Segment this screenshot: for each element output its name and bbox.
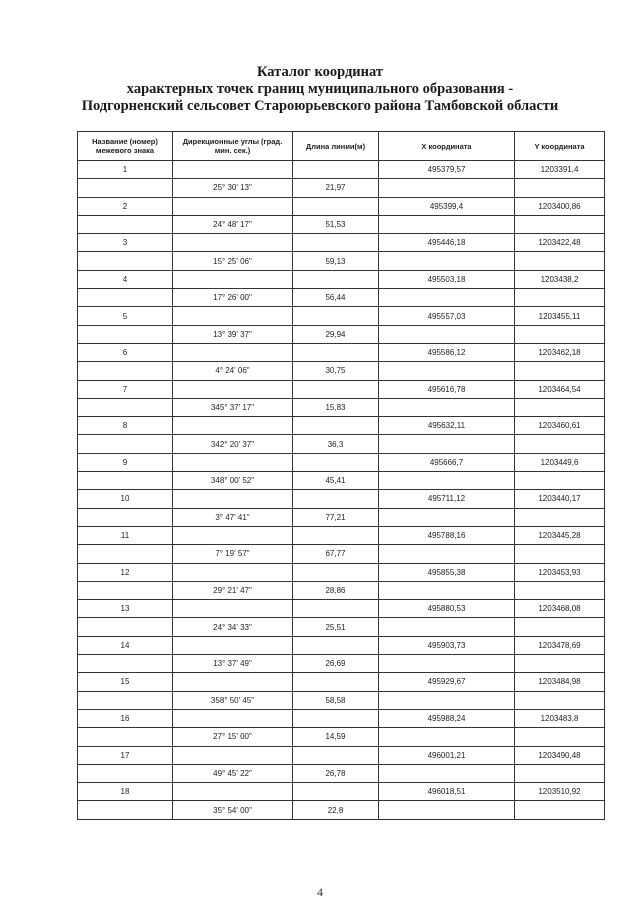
segment-row: [78, 508, 605, 526]
angle-empty-cell: [173, 600, 293, 618]
y-empty-cell: [515, 581, 605, 599]
angle-empty-cell: [173, 417, 293, 435]
x-coordinate: 495399,4: [379, 197, 515, 215]
point-number: 15: [78, 673, 173, 691]
point-row: [78, 783, 605, 801]
segment-row: [78, 691, 605, 709]
x-empty-cell: [379, 764, 515, 782]
direction-angle: 24° 34' 33": [173, 618, 293, 636]
page-number: 4: [317, 885, 323, 899]
point-row: [78, 600, 605, 618]
y-coordinate: 1203484,98: [515, 673, 605, 691]
y-empty-cell: [515, 289, 605, 307]
direction-angle: 7° 19' 57": [173, 545, 293, 563]
point-row: [78, 234, 605, 252]
name-empty-cell: [78, 655, 173, 673]
x-coordinate: 495788,16: [379, 526, 515, 544]
document-title: [0, 64, 640, 115]
line-length: 14,59: [293, 728, 379, 746]
segment-row: [78, 801, 605, 819]
y-empty-cell: [515, 655, 605, 673]
x-empty-cell: [379, 472, 515, 490]
length-empty-cell: [293, 307, 379, 325]
angle-empty-cell: [173, 563, 293, 581]
x-empty-cell: [379, 398, 515, 416]
y-coordinate: 1203449,6: [515, 453, 605, 471]
point-row: [78, 417, 605, 435]
x-coordinate: 495632,11: [379, 417, 515, 435]
y-coordinate: 1203462,18: [515, 343, 605, 361]
x-coordinate: 495586,12: [379, 343, 515, 361]
direction-angle: 25° 30' 13": [173, 179, 293, 197]
angle-empty-cell: [173, 270, 293, 288]
name-empty-cell: [78, 215, 173, 233]
name-empty-cell: [78, 289, 173, 307]
x-empty-cell: [379, 252, 515, 270]
x-empty-cell: [379, 728, 515, 746]
length-empty-cell: [293, 490, 379, 508]
y-empty-cell: [515, 545, 605, 563]
point-number: 17: [78, 746, 173, 764]
length-empty-cell: [293, 343, 379, 361]
x-coordinate: 495903,73: [379, 636, 515, 654]
line-length: 36,3: [293, 435, 379, 453]
y-coordinate: 1203445,28: [515, 526, 605, 544]
y-coordinate: 1203453,93: [515, 563, 605, 581]
x-coordinate: 495446,18: [379, 234, 515, 252]
y-empty-cell: [515, 215, 605, 233]
point-row: [78, 673, 605, 691]
angle-empty-cell: [173, 234, 293, 252]
direction-angle: 13° 37' 49": [173, 655, 293, 673]
length-empty-cell: [293, 600, 379, 618]
line-length: 56,44: [293, 289, 379, 307]
segment-row: [78, 179, 605, 197]
y-empty-cell: [515, 801, 605, 819]
name-empty-cell: [78, 618, 173, 636]
point-row: [78, 453, 605, 471]
point-number: 14: [78, 636, 173, 654]
angle-empty-cell: [173, 673, 293, 691]
point-number: 12: [78, 563, 173, 581]
angle-empty-cell: [173, 746, 293, 764]
length-empty-cell: [293, 417, 379, 435]
x-empty-cell: [379, 508, 515, 526]
title-line-3: Подгорненский сельсовет Староюрьевского района Тамбовской области: [81, 98, 559, 114]
name-empty-cell: [78, 581, 173, 599]
line-length: 26,69: [293, 655, 379, 673]
y-coordinate: 1203391,4: [515, 161, 605, 179]
direction-angle: 345° 37' 17": [173, 398, 293, 416]
coordinates-table: [77, 131, 605, 820]
angle-empty-cell: [173, 197, 293, 215]
x-empty-cell: [379, 618, 515, 636]
direction-angle: 27° 15' 00": [173, 728, 293, 746]
y-coordinate: 1203490,48: [515, 746, 605, 764]
x-coordinate: 495503,18: [379, 270, 515, 288]
point-number: 8: [78, 417, 173, 435]
direction-angle: 348° 00' 52": [173, 472, 293, 490]
name-empty-cell: [78, 435, 173, 453]
x-empty-cell: [379, 435, 515, 453]
y-empty-cell: [515, 179, 605, 197]
segment-row: [78, 362, 605, 380]
angle-empty-cell: [173, 380, 293, 398]
y-coordinate: 1203460,61: [515, 417, 605, 435]
angle-empty-cell: [173, 161, 293, 179]
point-row: [78, 343, 605, 361]
x-coordinate: 495616,78: [379, 380, 515, 398]
line-length: 45,41: [293, 472, 379, 490]
length-empty-cell: [293, 673, 379, 691]
title-line-1: Каталог координат: [256, 64, 384, 80]
length-empty-cell: [293, 709, 379, 727]
direction-angle: 342° 20' 37": [173, 435, 293, 453]
x-coordinate: 495929,67: [379, 673, 515, 691]
direction-angle: 3° 47' 41": [173, 508, 293, 526]
y-coordinate: 1203438,2: [515, 270, 605, 288]
title-line-2: характерных точек границ муниципального образования -: [126, 81, 514, 97]
point-number: 3: [78, 234, 173, 252]
x-empty-cell: [379, 215, 515, 233]
y-empty-cell: [515, 252, 605, 270]
point-number: 2: [78, 197, 173, 215]
length-empty-cell: [293, 563, 379, 581]
point-row: [78, 161, 605, 179]
point-number: 6: [78, 343, 173, 361]
line-length: 28,86: [293, 581, 379, 599]
x-empty-cell: [379, 691, 515, 709]
point-row: [78, 270, 605, 288]
angle-empty-cell: [173, 490, 293, 508]
x-coordinate: 495855,38: [379, 563, 515, 581]
length-empty-cell: [293, 526, 379, 544]
table-body: [78, 161, 605, 820]
name-empty-cell: [78, 545, 173, 563]
x-empty-cell: [379, 179, 515, 197]
header-x: X координата: [379, 132, 515, 161]
y-coordinate: 1203510,92: [515, 783, 605, 801]
line-length: 58,58: [293, 691, 379, 709]
point-row: [78, 746, 605, 764]
direction-angle: 29° 21' 47": [173, 581, 293, 599]
length-empty-cell: [293, 161, 379, 179]
y-empty-cell: [515, 691, 605, 709]
segment-row: [78, 435, 605, 453]
segment-row: [78, 618, 605, 636]
segment-row: [78, 655, 605, 673]
x-coordinate: 495557,03: [379, 307, 515, 325]
y-empty-cell: [515, 764, 605, 782]
point-row: [78, 526, 605, 544]
segment-row: [78, 325, 605, 343]
segment-row: [78, 764, 605, 782]
angle-empty-cell: [173, 453, 293, 471]
x-empty-cell: [379, 545, 515, 563]
y-empty-cell: [515, 362, 605, 380]
y-coordinate: 1203440,17: [515, 490, 605, 508]
point-number: 7: [78, 380, 173, 398]
length-empty-cell: [293, 746, 379, 764]
point-number: 1: [78, 161, 173, 179]
x-empty-cell: [379, 655, 515, 673]
line-length: 25,51: [293, 618, 379, 636]
direction-angle: 13° 39' 37": [173, 325, 293, 343]
segment-row: [78, 252, 605, 270]
x-coordinate: 495880,53: [379, 600, 515, 618]
y-coordinate: 1203478,69: [515, 636, 605, 654]
point-row: [78, 380, 605, 398]
name-empty-cell: [78, 691, 173, 709]
x-empty-cell: [379, 289, 515, 307]
y-coordinate: 1203464,54: [515, 380, 605, 398]
table-header-row: [78, 132, 605, 161]
name-empty-cell: [78, 362, 173, 380]
length-empty-cell: [293, 380, 379, 398]
y-coordinate: 1203455,11: [515, 307, 605, 325]
line-length: 59,13: [293, 252, 379, 270]
name-empty-cell: [78, 398, 173, 416]
x-coordinate: 495379,57: [379, 161, 515, 179]
direction-angle: 49° 45' 22": [173, 764, 293, 782]
segment-row: [78, 472, 605, 490]
y-empty-cell: [515, 435, 605, 453]
point-number: 10: [78, 490, 173, 508]
point-row: [78, 307, 605, 325]
angle-empty-cell: [173, 709, 293, 727]
x-empty-cell: [379, 362, 515, 380]
angle-empty-cell: [173, 783, 293, 801]
x-coordinate: 496018,51: [379, 783, 515, 801]
segment-row: [78, 215, 605, 233]
header-name: Название (номер) межевого знака: [78, 132, 173, 161]
y-empty-cell: [515, 398, 605, 416]
segment-row: [78, 289, 605, 307]
point-number: 13: [78, 600, 173, 618]
x-empty-cell: [379, 325, 515, 343]
name-empty-cell: [78, 472, 173, 490]
segment-row: [78, 728, 605, 746]
x-coordinate: 495666,7: [379, 453, 515, 471]
name-empty-cell: [78, 179, 173, 197]
direction-angle: 24° 48' 17": [173, 215, 293, 233]
angle-empty-cell: [173, 343, 293, 361]
line-length: 21,97: [293, 179, 379, 197]
line-length: 51,53: [293, 215, 379, 233]
header-angles: Дирекционные углы (град. мин. сек.): [173, 132, 293, 161]
name-empty-cell: [78, 801, 173, 819]
header-y: Y координата: [515, 132, 605, 161]
y-empty-cell: [515, 472, 605, 490]
direction-angle: 35° 54' 00": [173, 801, 293, 819]
angle-empty-cell: [173, 307, 293, 325]
segment-row: [78, 398, 605, 416]
name-empty-cell: [78, 252, 173, 270]
y-coordinate: 1203468,08: [515, 600, 605, 618]
name-empty-cell: [78, 764, 173, 782]
direction-angle: 358° 50' 45": [173, 691, 293, 709]
header-length: Длина линии(м): [293, 132, 379, 161]
point-row: [78, 636, 605, 654]
direction-angle: 4° 24' 06": [173, 362, 293, 380]
line-length: 26,78: [293, 764, 379, 782]
name-empty-cell: [78, 508, 173, 526]
segment-row: [78, 581, 605, 599]
point-number: 4: [78, 270, 173, 288]
y-coordinate: 1203422,48: [515, 234, 605, 252]
point-number: 5: [78, 307, 173, 325]
y-coordinate: 1203483,8: [515, 709, 605, 727]
x-coordinate: 495711,12: [379, 490, 515, 508]
point-number: 9: [78, 453, 173, 471]
x-empty-cell: [379, 581, 515, 599]
length-empty-cell: [293, 270, 379, 288]
segment-row: [78, 545, 605, 563]
length-empty-cell: [293, 636, 379, 654]
direction-angle: 15° 25' 06": [173, 252, 293, 270]
point-row: [78, 709, 605, 727]
line-length: 77,21: [293, 508, 379, 526]
y-empty-cell: [515, 508, 605, 526]
length-empty-cell: [293, 234, 379, 252]
line-length: 67,77: [293, 545, 379, 563]
line-length: 30,75: [293, 362, 379, 380]
x-coordinate: 495988,24: [379, 709, 515, 727]
x-coordinate: 496001,21: [379, 746, 515, 764]
point-row: [78, 563, 605, 581]
length-empty-cell: [293, 197, 379, 215]
point-row: [78, 490, 605, 508]
name-empty-cell: [78, 325, 173, 343]
angle-empty-cell: [173, 636, 293, 654]
length-empty-cell: [293, 453, 379, 471]
point-number: 16: [78, 709, 173, 727]
y-coordinate: 1203400,86: [515, 197, 605, 215]
name-empty-cell: [78, 728, 173, 746]
length-empty-cell: [293, 783, 379, 801]
line-length: 22,8: [293, 801, 379, 819]
line-length: 29,94: [293, 325, 379, 343]
line-length: 15,83: [293, 398, 379, 416]
y-empty-cell: [515, 325, 605, 343]
angle-empty-cell: [173, 526, 293, 544]
y-empty-cell: [515, 728, 605, 746]
point-number: 11: [78, 526, 173, 544]
y-empty-cell: [515, 618, 605, 636]
point-number: 18: [78, 783, 173, 801]
point-row: [78, 197, 605, 215]
direction-angle: 17° 26' 00": [173, 289, 293, 307]
x-empty-cell: [379, 801, 515, 819]
